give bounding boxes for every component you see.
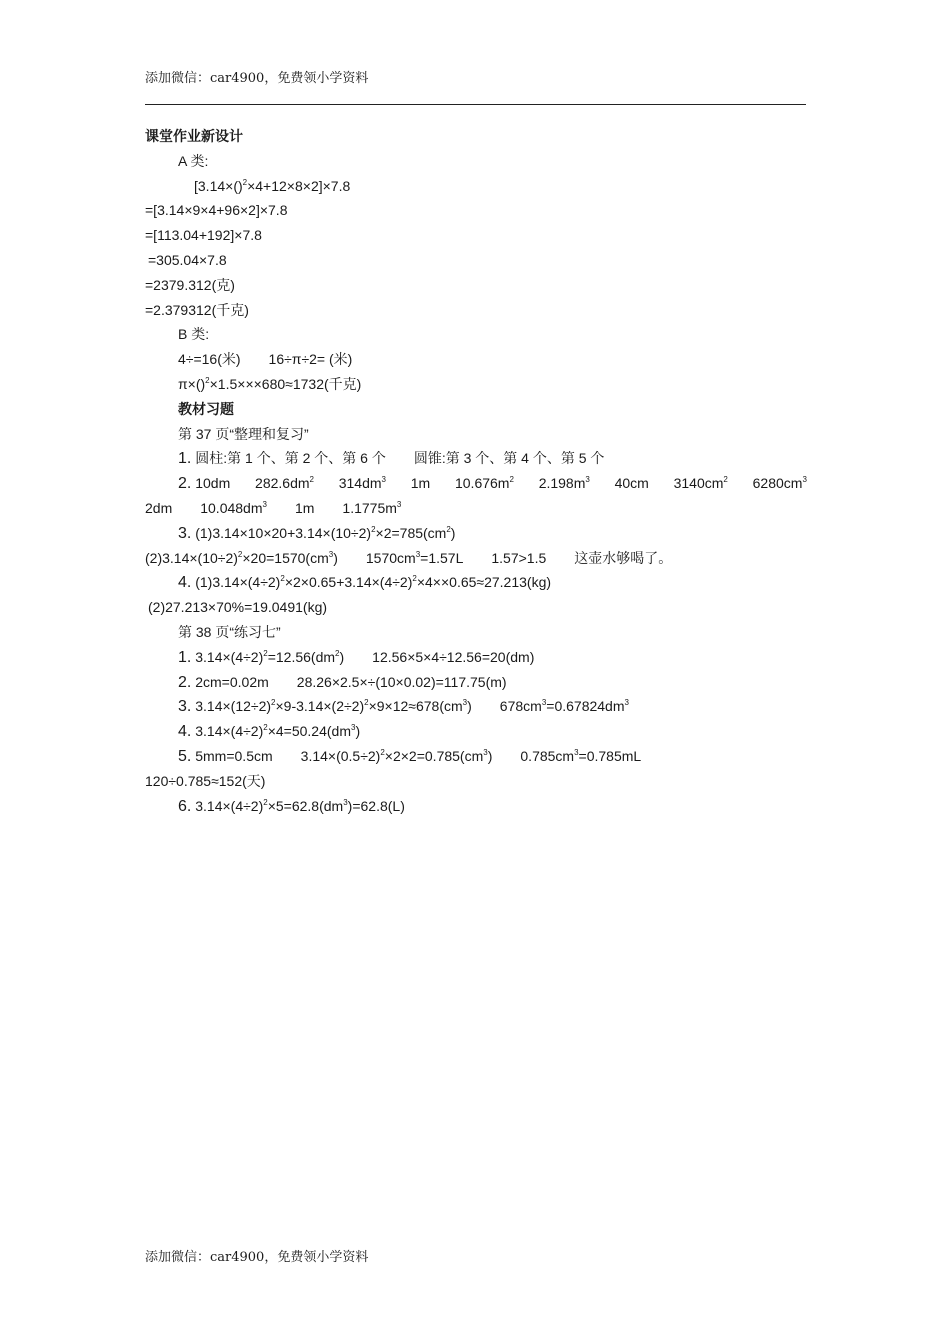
q2-item: $10.676m^2$ — [454, 475, 514, 492]
p38-q1: 1. $3.14\times(4\div 2)^2=12.56(dm^2)$ 12.56×5×4÷12.56=20(dm) — [178, 648, 535, 666]
p38-q6: 6. $3.14\times(4\div 2)^2\times 5=62.8(dm^3)=62.8(L)$ — [178, 797, 405, 815]
p37-q3-line2: $(2)3.14\times(10\div 2)^2\times 20=1570(cm^3)$ $1570cm^3=1.57L$ 1.57>1.5 这壶水够喝了。 — [145, 549, 673, 566]
p37-q2-cont: 2dm $10.048dm^3$ 1m $1.1775m^3$ — [145, 499, 402, 516]
q2-item: 10dm — [195, 475, 231, 492]
p38-q4: 4. $3.14\times(4\div 2)^2\times 4=50.24(dm^3)$ — [178, 723, 361, 741]
p38-q5-line2: 120÷0.785≈152(天) — [145, 772, 266, 789]
section-title: 课堂作业新设计 — [145, 128, 243, 144]
q2-item: $314dm^3$ — [338, 475, 386, 492]
a-line-2: =[3.14×9×4+96×2]×7.8 — [145, 202, 288, 219]
p38-q3: 3. $3.14\times(12\div 2)^2\times 9-3.14\times(2\div 2)^2\times 9\times 12\approx 678(cm^3)$ $678cm^3=0.67824dm^3$ — [178, 698, 629, 716]
header-rule — [145, 104, 806, 105]
q2-item: $2.198m^3$ — [538, 475, 590, 492]
p37-q4: 4. $(1)3.14\times(4\div 2)^2\times 2\times 0.65+3.14\times(4\div 2)^2\times 4\times\times 0.65\approx 27.213(kg)$ — [178, 574, 552, 592]
q2-item: $3140cm^2$ — [673, 475, 728, 492]
p37-q4-line2: (2)27.213×70%=19.0491(kg) — [148, 599, 328, 616]
a-line-1: [3.14×()$^2$×4+12×8×2]×7.8 — [194, 177, 351, 194]
p37-q1: 1. 圆柱:第 1 个、第 2 个、第 6 个 圆锥:第 3 个、第 4 个、第 5 个 — [178, 450, 605, 468]
p37-q2: 2. 10dm $282.6dm^2$ $314dm^3$ 1m $10.676m^2$ $2.198m^3$ 40cm $3140cm^2$ $6280cm^3$ — [145, 471, 807, 496]
q2-item: $6280cm^3$ — [752, 475, 807, 492]
textbook-title: 教材习题 — [178, 400, 234, 417]
q2-item: 40cm — [614, 475, 649, 492]
p38-q2: 2. 2cm=0.02m 28.26×2.5×÷(10×0.02)=117.75(m) — [178, 673, 507, 691]
a-line-6: =2.379312(千克) — [145, 301, 249, 318]
q2-item: 1m — [410, 475, 431, 492]
p37-q3: 3. $(1)3.14\times 10\times 20+3.14\times(10\div 2)^2\times 2=785(cm^2)$ — [178, 524, 456, 542]
a-line-3: =[113.04+192]×7.8 — [145, 227, 262, 244]
page-footer: 添加微信：car4900，免费领小学资料 — [145, 1250, 369, 1265]
p37-heading: 第 37 页“整理和复习” — [178, 425, 309, 442]
document-body — [145, 124, 807, 818]
p38-heading: 第 38 页“练习七” — [178, 623, 281, 640]
p38-q5: 5. 5mm=0.5cm $3.14\times(0.5\div 2)^2\times 2\times 2=0.785(cm^3)$ $0.785cm^3=0.785mL$ — [178, 747, 642, 765]
b-line-2: π×()$^2$×1.5×××680≈1732(千克) — [178, 375, 362, 392]
a-line-4: =305.04×7.8 — [148, 251, 227, 268]
b-label: B 类: — [178, 326, 210, 343]
a-label: A 类: — [178, 152, 209, 169]
page-header: 添加微信：car4900，免费领小学资料 — [145, 71, 369, 86]
a-line-5: =2379.312(克) — [145, 276, 235, 293]
b-line-1: 4÷=16(米) 16÷π÷2= (米) — [178, 351, 353, 368]
q2-item: $282.6dm^2$ — [255, 475, 314, 492]
